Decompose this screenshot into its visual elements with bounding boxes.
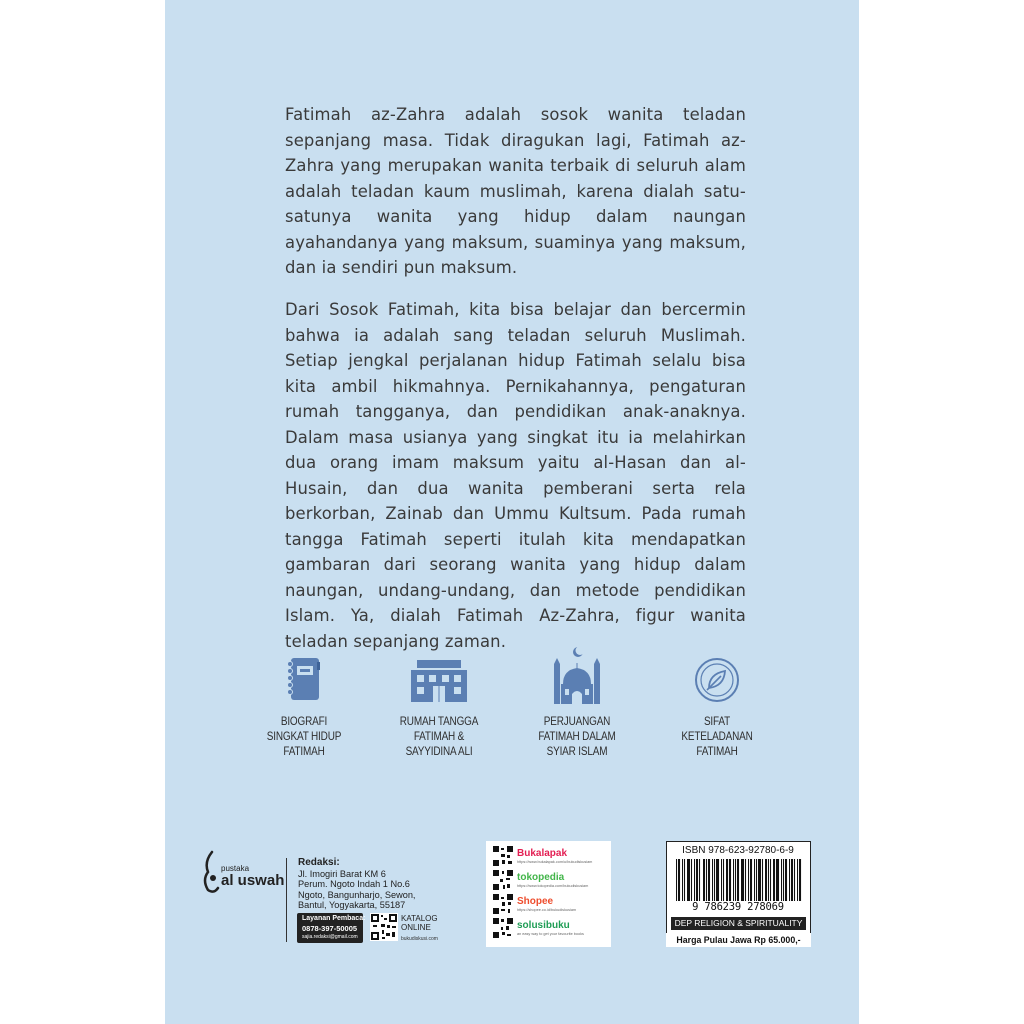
barcode-bar bbox=[754, 859, 755, 901]
barcode-bar bbox=[733, 859, 734, 901]
barcode-bar bbox=[726, 859, 727, 901]
catalog-label bbox=[401, 914, 438, 932]
barcode-bar bbox=[678, 859, 679, 901]
barcode-bar bbox=[762, 859, 763, 901]
marketplace-name: Shopee bbox=[517, 896, 554, 907]
barcode-bar bbox=[756, 859, 757, 901]
house-icon bbox=[407, 656, 471, 704]
barcode-bar bbox=[704, 859, 705, 901]
barcode-bar bbox=[781, 859, 782, 901]
barcode-bar bbox=[789, 859, 790, 901]
barcode-bar bbox=[750, 859, 751, 901]
marketplace-name: tokopedia bbox=[517, 872, 565, 883]
barcode-bar bbox=[741, 859, 742, 901]
leaf-icon bbox=[693, 656, 741, 704]
qr-code-icon bbox=[493, 894, 513, 914]
qr-code-icon bbox=[493, 846, 513, 866]
feature-rumah-tangga bbox=[379, 656, 499, 759]
barcode-bar bbox=[684, 859, 685, 901]
feature-label-line: FATIMAH bbox=[696, 745, 738, 758]
feature-label-line: SINGKAT HIDUP bbox=[266, 730, 342, 743]
barcode-bar bbox=[696, 859, 697, 901]
barcode-bar bbox=[770, 859, 771, 901]
barcode-icon bbox=[676, 859, 802, 901]
reader-service-email: sajia.redaksi@gmail.com bbox=[302, 934, 358, 940]
barcode-bar bbox=[758, 859, 759, 901]
notebook-icon bbox=[284, 656, 324, 704]
barcode-bar bbox=[743, 859, 744, 901]
catalog-url: bukudiskusi.com bbox=[401, 936, 438, 942]
barcode-bar bbox=[785, 859, 786, 901]
isbn-label: ISBN 978-623-92780-6-9 bbox=[682, 845, 794, 856]
price-label: Harga Pulau Jawa Rp 65.000,- bbox=[666, 933, 811, 947]
mosque-icon bbox=[551, 644, 603, 704]
barcode-bar bbox=[768, 859, 769, 901]
barcode-bar bbox=[727, 859, 728, 901]
barcode-bar bbox=[792, 859, 793, 901]
barcode-bar bbox=[776, 859, 777, 901]
isbn-box bbox=[666, 841, 811, 945]
barcode-bar bbox=[712, 859, 713, 901]
barcode-bar bbox=[687, 859, 688, 901]
isbn-category: DEP RELIGION & SPIRITUALITY bbox=[671, 917, 806, 930]
feature-label-line: BIOGRAFI bbox=[280, 715, 328, 728]
barcode-bar bbox=[703, 859, 704, 901]
address-line: Bantul, Yogyakarta, 55187 bbox=[298, 900, 406, 911]
marketplace-url: an easy way to get your favourite books bbox=[517, 932, 584, 936]
feature-label-line: SIFAT bbox=[703, 715, 731, 728]
barcode-bar bbox=[760, 859, 761, 901]
barcode-bar bbox=[783, 859, 784, 901]
barcode-bar bbox=[682, 859, 683, 901]
barcode-bar bbox=[797, 859, 798, 901]
barcode-bar bbox=[688, 859, 689, 901]
barcode-bar bbox=[777, 859, 778, 901]
blurb-paragraph-2: Dari Sosok Fatimah, kita bisa belajar dan bercermin bahwa ia adalah sang teladan seluruh Muslimah. Setiap jengkal perjalanan hidup Fatimah selalu bisa kita ambil hikmahnya. Pernikahannya, pengaturan rumah tangganya, dan pendidikan anak-anaknya. Dalam masa usianya yang singkat itu ia melahirkan dua orang imam maksum yaitu al-Hasan dan al-Husain, dan dua wanita pemberani serta rela berkorban, Zainab dan Ummu Kultsum. Pada rumah tangga Fatimah seperti itulah kita mendapatkan gambaran dari seorang wanita yang hidup dalam naungan, undang-undang, dan metode pendidikan Islam. Ya, dialah Fatimah Az-Zahra, figur wanita teladan sepanjang zaman. bbox=[285, 300, 746, 651]
isbn-digits: 9 786239 278069 bbox=[692, 901, 784, 913]
barcode-bar bbox=[699, 859, 700, 901]
barcode-bar bbox=[759, 859, 760, 901]
barcode-bar bbox=[723, 859, 724, 901]
barcode-bar bbox=[794, 859, 795, 901]
barcode-bar bbox=[774, 859, 775, 901]
feature-label-line: PERJUANGAN bbox=[543, 715, 611, 728]
feature-label-line: SAYYIDINA ALI bbox=[405, 745, 473, 758]
marketplace-row bbox=[493, 894, 608, 916]
barcode-bar bbox=[708, 859, 709, 901]
barcode-bar bbox=[717, 859, 718, 901]
feature-biografi bbox=[244, 656, 364, 759]
barcode-bar bbox=[745, 859, 746, 901]
marketplace-url: https://www.tokopedia.com/bukudiskusiam bbox=[517, 884, 589, 888]
address-line: Ngoto, Bangunharjo, Sewon, bbox=[298, 889, 416, 900]
redaksi-block bbox=[298, 858, 415, 911]
redaksi-title: Redaksi: bbox=[298, 857, 340, 868]
barcode-bar bbox=[748, 859, 749, 901]
barcode-bar bbox=[773, 859, 774, 901]
marketplace-name: solusibuku bbox=[517, 920, 570, 931]
barcode-bar bbox=[800, 859, 801, 901]
marketplace-url: https://www.bukalapak.com/u/bukudiskusiam bbox=[517, 860, 593, 864]
catalog-line: ONLINE bbox=[401, 923, 431, 932]
feature-perjuangan bbox=[517, 656, 637, 759]
marketplace-url: https://shopee.co.id/bukudiskusiam bbox=[517, 908, 577, 912]
marketplace-box bbox=[486, 841, 611, 947]
divider bbox=[286, 858, 287, 942]
address-line: Perum. Ngoto Indah 1 No.6 bbox=[298, 879, 410, 890]
barcode-bar bbox=[697, 859, 698, 901]
barcode-bar bbox=[738, 859, 739, 901]
barcode-bar bbox=[721, 859, 722, 901]
marketplace-row bbox=[493, 870, 608, 892]
qr-code-icon bbox=[493, 918, 513, 938]
barcode-bar bbox=[786, 859, 787, 901]
barcode-bar bbox=[778, 859, 779, 901]
reader-service-phone: 0878-397-50005 bbox=[302, 924, 358, 933]
feature-label-line: FATIMAH & bbox=[413, 730, 465, 743]
barcode-bar bbox=[676, 859, 677, 901]
feature-label-line: RUMAH TANGGA bbox=[399, 715, 479, 728]
qr-code-icon bbox=[493, 870, 513, 890]
feature-label-line: SYIAR ISLAM bbox=[546, 745, 608, 758]
marketplace-name: Bukalapak bbox=[517, 848, 568, 859]
address-line: Jl. Imogiri Barat KM 6 bbox=[298, 868, 386, 879]
barcode-bar bbox=[751, 859, 752, 901]
barcode-bar bbox=[737, 859, 738, 901]
catalog-qr-icon bbox=[370, 913, 398, 941]
barcode-bar bbox=[765, 859, 766, 901]
barcode-bar bbox=[718, 859, 719, 901]
barcode-bar bbox=[694, 859, 695, 901]
marketplace-row bbox=[493, 846, 608, 868]
barcode-bar bbox=[729, 859, 730, 901]
feature-label-line: FATIMAH DALAM bbox=[538, 730, 616, 743]
feature-label-line: FATIMAH bbox=[283, 745, 325, 758]
barcode-bar bbox=[735, 859, 736, 901]
publisher-small-label: pustaka bbox=[221, 864, 250, 873]
feature-label-line: KETELADANAN bbox=[681, 730, 753, 743]
publisher-name: al uswah bbox=[221, 872, 285, 889]
barcode-bar bbox=[742, 859, 743, 901]
marketplace-row bbox=[493, 918, 608, 940]
barcode-bar bbox=[689, 859, 690, 901]
barcode-bar bbox=[679, 859, 680, 901]
barcode-bar bbox=[766, 859, 767, 901]
barcode-bar bbox=[730, 859, 731, 901]
barcode-bar bbox=[716, 859, 717, 901]
barcode-bar bbox=[714, 859, 715, 901]
barcode-bar bbox=[791, 859, 792, 901]
catalog-line: KATALOG bbox=[401, 914, 438, 923]
reader-service-title: Layanan Pembaca: bbox=[302, 915, 366, 922]
blurb-paragraph-1: Fatimah az-Zahra adalah sosok wanita teladan sepanjang masa. Tidak diragukan lagi, Fatimah az-Zahra yang merupakan wanita terbaik di seluruh alam adalah teladan kaum muslimah, karena dialah satu-satunya wanita yang hidup dalam naungan ayahandanya yang maksum, suaminya yang maksum, dan ia sendiri pun maksum. bbox=[285, 105, 746, 277]
barcode-bar bbox=[709, 859, 710, 901]
feature-sifat bbox=[657, 656, 777, 759]
barcode-bar bbox=[706, 859, 707, 901]
barcode-bar bbox=[799, 859, 800, 901]
barcode-bar bbox=[691, 859, 692, 901]
